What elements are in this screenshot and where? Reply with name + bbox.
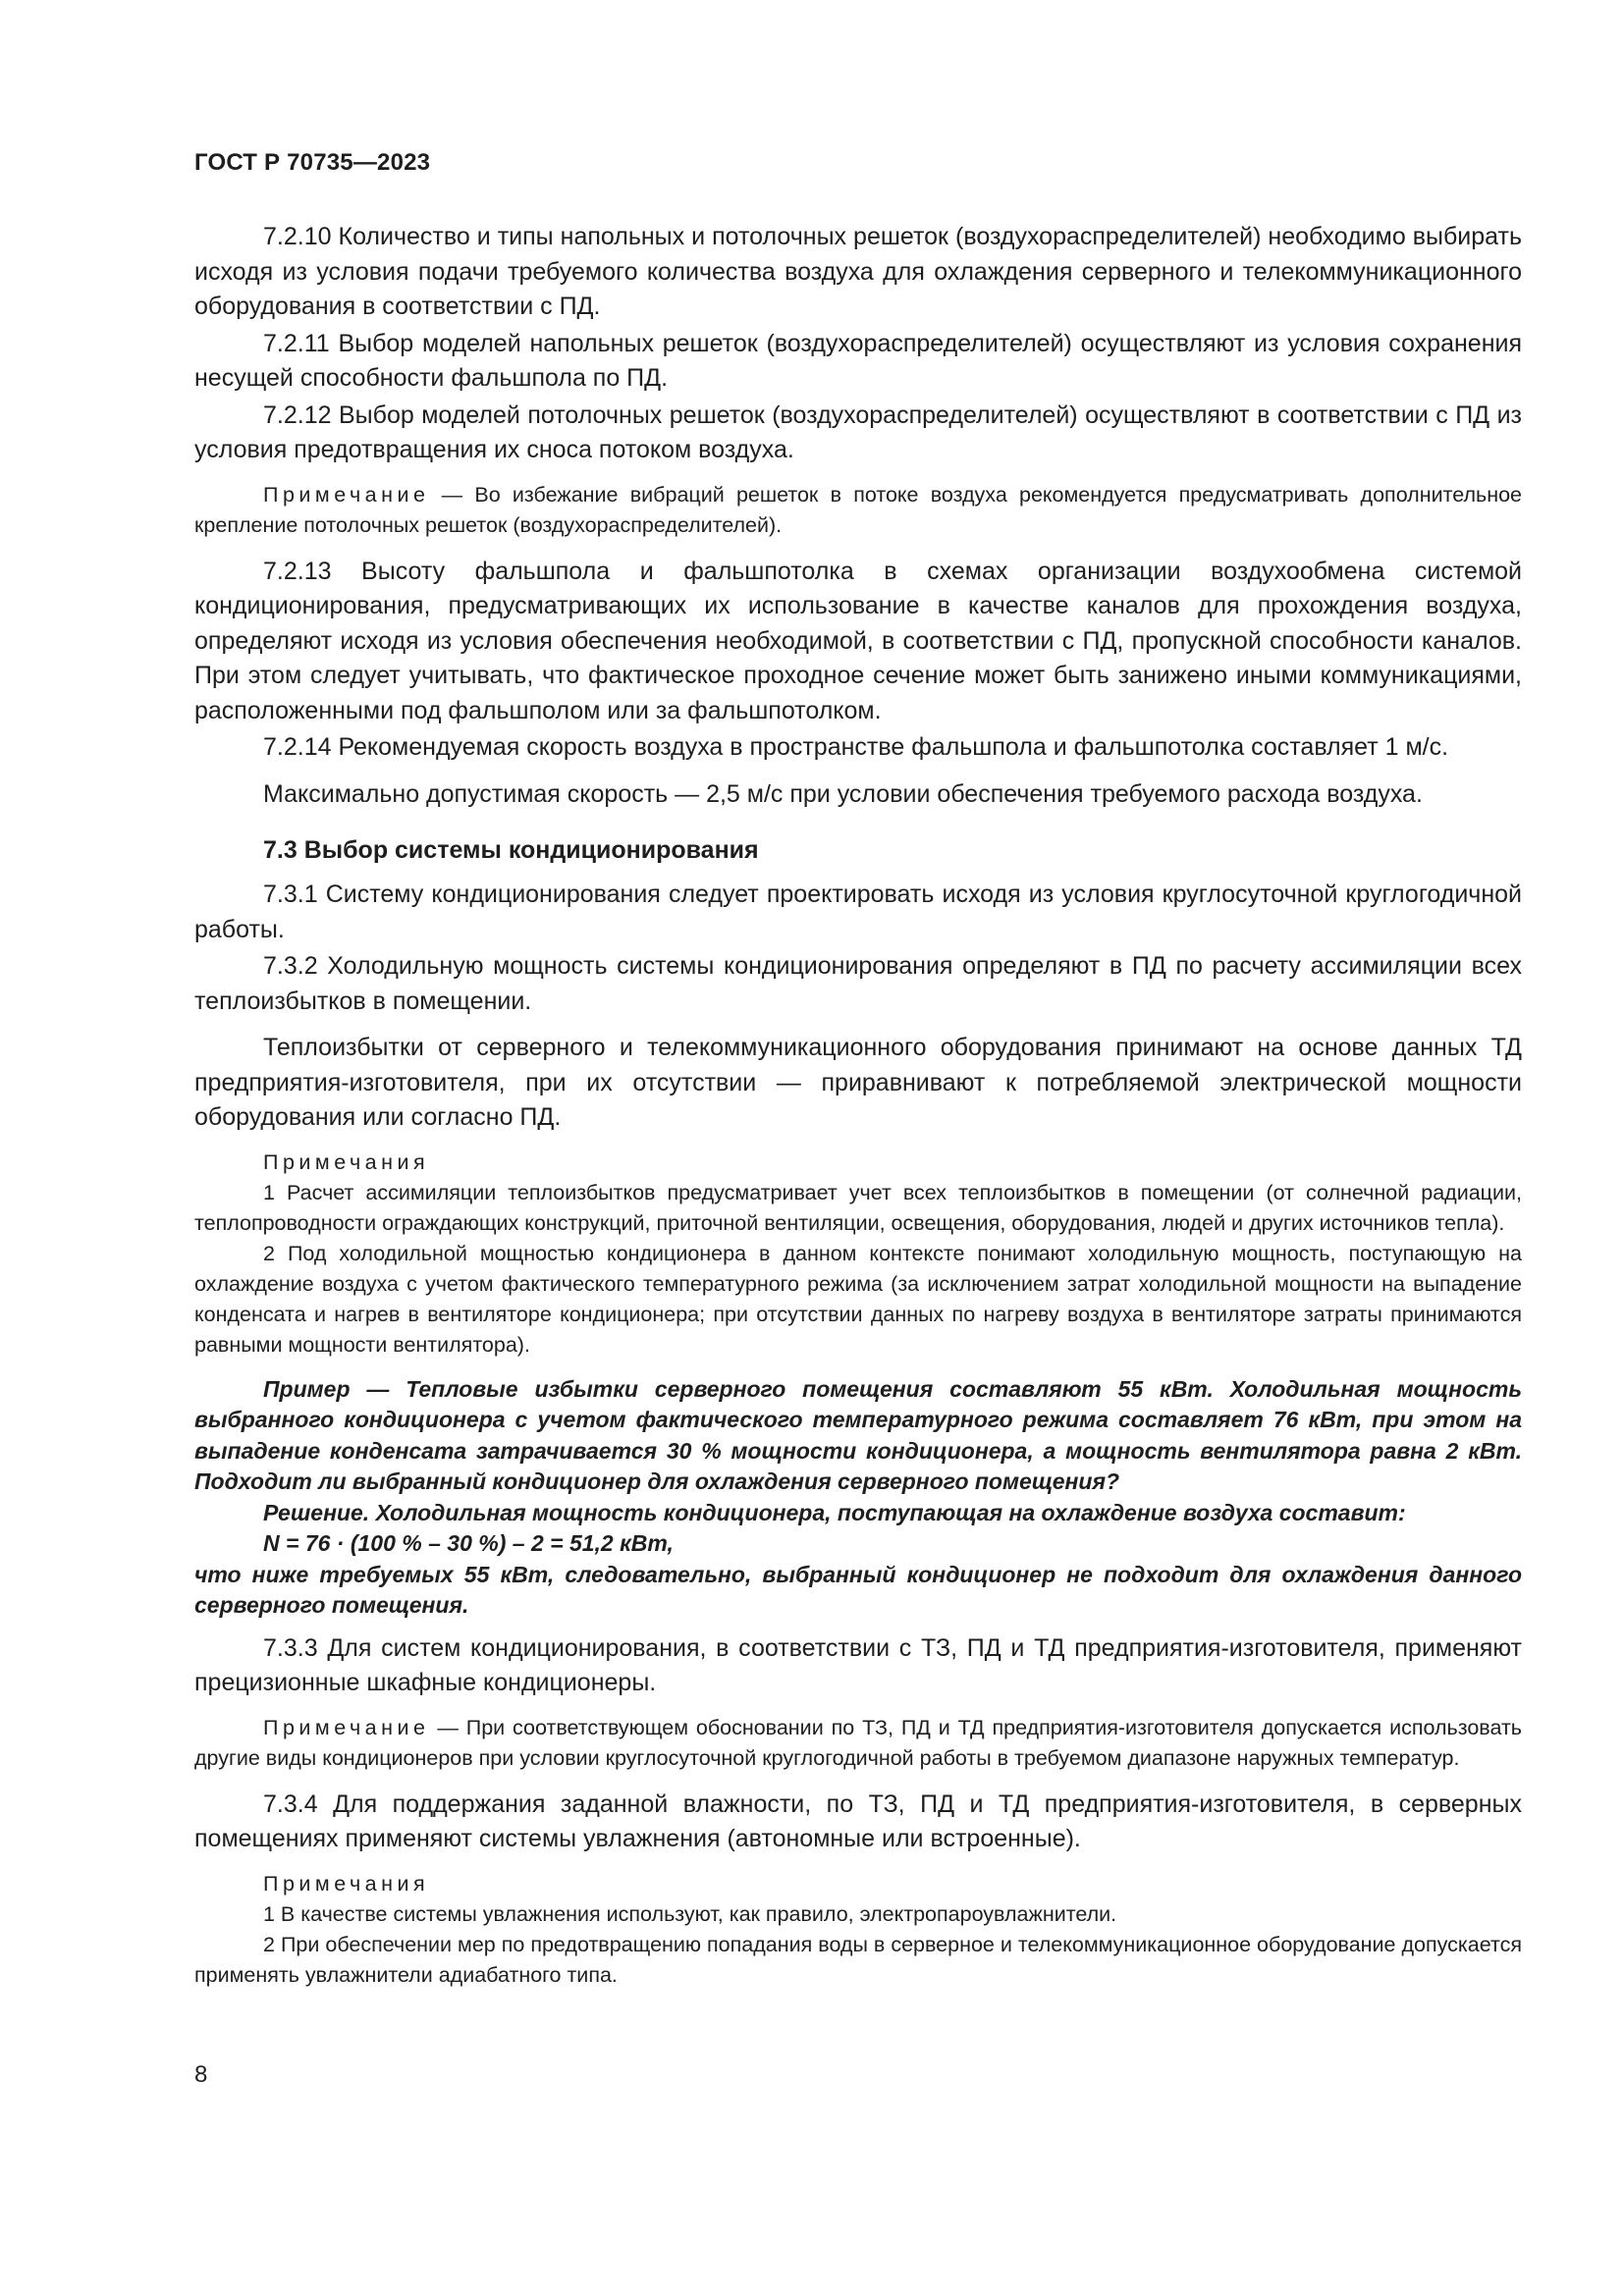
clause-7-3-4: 7.3.4 Для поддержания заданной влажности, по ТЗ, ПД и ТД предприятия-изготовителя, в серверных помещениях применяют системы увлажнения (автономные или встроенные). [194,1789,1522,1852]
clause-7-3-1: 7.3.1 Систему кондиционирования следует проектировать исходя из условия круглосуточной круглогодичной работы. [194,881,1522,943]
notes-label-text: Примечания [263,1871,430,1896]
note-item-2: 2 При обеспечении мер по предотвращению попадания воды в серверное и телекоммуникационное оборудование допускается применять увлажнители адиабатного типа. [194,1932,1522,1987]
note-item-1: 1 В качестве системы увлажнения используют, как правило, электропароувлажнители. [263,1901,1117,1926]
note-item-2: 2 Под холодильной мощностью кондиционера в данном контексте понимают холодильную мощность, поступающую на охлаждение воздуха с учетом фактического температурного режима (за исключением затрат холодильной мощности на выпадение конденсата и нагрев в вентиляторе кондиционера; при отсутствии данных по нагреву воздуха в вентиляторе затраты принимаются равными мощности вентилятора). [194,1241,1522,1357]
notes-label [194,1869,1522,1899]
example-solution: Решение. Холодильная мощность кондиционера, поступающая на охлаждение воздуха составит: [263,1499,1406,1525]
clause-7-2-14: 7.2.14 Рекомендуемая скорость воздуха в пространстве фальшпола и фальшпотолка составляет 1 м/с. [263,733,1449,761]
clause-7-2-14-max-speed: Максимально допустимая скорость — 2,5 м/с при условии обеспечения требуемого расхода воздуха. [263,779,1423,808]
example-text: Пример — Тепловые избытки серверного помещения составляют 55 кВт. Холодильная мощность выбранного кондиционера с учетом фактического температурного режима составляет 76 кВт, при этом на выпадение конденсата затрачивается 30 % мощности кондиционера, а мощность вентилятора равна 2 кВт. Подходит ли выбранный кондиционер для охлаждения серверного помещения? [194,1375,1522,1494]
page-number: 8 [194,2061,208,2088]
example-block [194,1374,1522,1622]
notes-7-3-4 [194,1869,1522,1991]
note-7-3-3 [194,1713,1522,1774]
clause-7-3-3: 7.3.3 Для систем кондиционирования, в соответствии с ТЗ, ПД и ТД предприятия-изготовителя, применяют прецизионные шкафные кондиционеры. [194,1633,1522,1696]
section-title-7-3: 7.3 Выбор системы кондиционирования [263,836,759,864]
note-text: — При соответствующем обосновании по ТЗ, ПД и ТД предприятия-изготовителя допускается использовать другие виды кондиционеров при условии круглосуточной круглогодичной работы в требуемом диапазоне наружных температур. [194,1715,1522,1770]
note-7-2-12 [194,480,1522,541]
clause-7-2-12: 7.2.12 Выбор моделей потолочных решеток (воздухораспределителей) осуществляют в соответствии с ПД из условия предотвращения их сноса потоком воздуха. [194,400,1522,463]
note-label: Примечание [263,1715,430,1739]
note-label: Примечание [263,482,430,507]
document-code-header: ГОСТ Р 70735—2023 [194,149,431,176]
clause-7-2-10: 7.2.10 Количество и типы напольных и потолочных решеток (воздухораспределителей) необходимо выбирать исходя из условия подачи требуемого количества воздуха для охлаждения серверного и телекоммуникационного оборудования в соответствии с ПД. [194,223,1522,320]
clause-7-3-2-heat: Теплоизбытки от серверного и телекоммуникационного оборудования принимают на основе данных ТД предприятия-изготовителя, при их отсутствии — приравнивают к потребляемой электрической мощности оборудования или согласно ПД. [194,1034,1522,1131]
note-text: — Во избежание вибраций решеток в потоке воздуха рекомендуется предусматривать дополнительное крепление потолочных решеток (воздухораспределителей). [194,482,1522,537]
document-body [194,220,1522,2004]
clause-7-2-11: 7.2.11 Выбор моделей напольных решеток (воздухораспределителей) осуществляют из условия сохранения несущей способности фальшпола по ПД. [194,329,1522,392]
example-formula: N = 76 · (100 % – 30 %) – 2 = 51,2 кВт, [263,1530,674,1556]
note-paragraph [194,1713,1522,1774]
notes-label [194,1148,1522,1178]
clause-7-2-13: 7.2.13 Высоту фальшпола и фальшпотолка в схемах организации воздухообмена системой кондиционирования, предусматривающих их использование в качестве каналов для прохождения воздуха, определяют исходя из условия обеспечения необходимой, в соответствии с ПД, пропускной способности каналов. При этом следует учитывать, что фактическое проходное сечение может быть занижено иными коммуникациями, расположенными под фальшполом или за фальшпотолком. [194,557,1522,724]
clause-7-3-2: 7.3.2 Холодильную мощность системы кондиционирования определяют в ПД по расчету ассимиляции всех теплоизбытков в помещении. [194,952,1522,1015]
notes-label-text: Примечания [263,1149,430,1174]
example-conclusion: что ниже требуемых 55 кВт, следовательно, выбранный кондиционер не подходит для охлаждения данного серверного помещения. [194,1561,1522,1618]
notes-7-3-2 [194,1148,1522,1361]
note-item-1: 1 Расчет ассимиляции теплоизбытков предусматривает учет всех теплоизбытков в помещении (от солнечной радиации, теплопроводности ограждающих конструкций, приточной вентиляции, освещения, оборудования, людей и других источников тепла). [194,1180,1522,1235]
note-paragraph [194,480,1522,541]
